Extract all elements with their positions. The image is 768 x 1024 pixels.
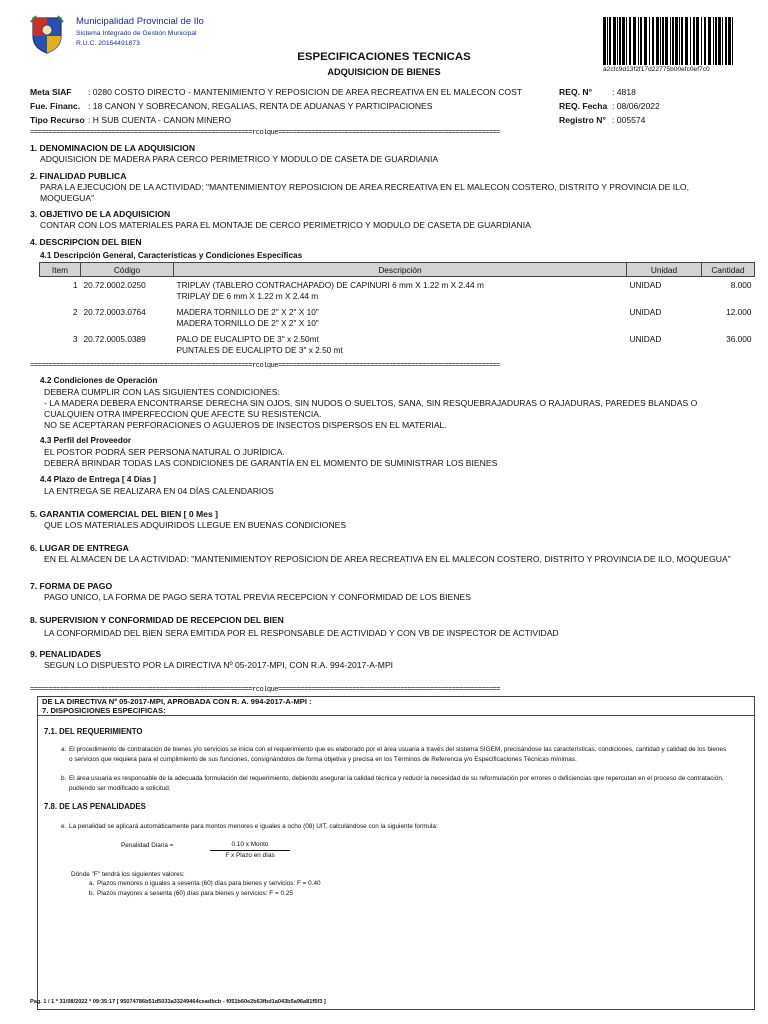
item-unit: UNIDAD bbox=[629, 280, 662, 290]
page-title: ESPECIFICACIONES TECNICAS bbox=[297, 51, 471, 63]
item-code: 20.72.0005.0389 bbox=[83, 334, 146, 344]
item-unit: UNIDAD bbox=[629, 307, 662, 317]
section-8-text: LA CONFORMIDAD DEL BIEN SERA EMITIDA POR EL RESPONSABLE DE ACTIVIDAD Y CON VB DE INSPECTOR DE ACTIVIDAD bbox=[44, 628, 559, 638]
formula-where: Dónde "F" tendrá los siguientes valores: bbox=[71, 871, 185, 878]
directive-7-8-e-mark: e. bbox=[61, 823, 67, 830]
section-4-2-text-1: DEBERA CUMPLIR CON LAS SIGUIENTES CONDICIONES: bbox=[44, 387, 280, 397]
req-date-value: : 08/06/2022 bbox=[612, 101, 660, 111]
item-desc-line1: PALO DE EUCALIPTO DE 3" x 2.50mt bbox=[176, 334, 319, 344]
item-desc-line2: TRIPLAY DE 6 mm X 1.22 m X 2.44 m bbox=[176, 291, 319, 301]
section-4-2-text-3: NO SE ACEPTARAN PERFORACIONES O AGUJEROS DE INSECTOS DISPERSOS EN EL MATERIAL. bbox=[44, 420, 447, 430]
section-5-text: QUE LOS MATERIALES ADQUIRIDOS LLEGUE EN BUENAS CONDICIONES bbox=[44, 520, 347, 530]
formula-b: Plazos mayores a sesenta (60) días para bienes y servicios: F = 0.25 bbox=[97, 890, 293, 897]
col-codigo: Código bbox=[81, 263, 174, 277]
item-unit: UNIDAD bbox=[629, 334, 662, 344]
section-4-4-title: 4.4 Plazo de Entrega [ 4 Dias ] bbox=[40, 475, 157, 484]
org-system: Sistema Integrado de Gestión Municipal bbox=[76, 30, 197, 37]
section-7-text: PAGO UNICO, LA FORMA DE PAGO SERA TOTAL PREVIA RECEPCION Y CONFORMIDAD DE LOS BIENES bbox=[44, 592, 471, 602]
items-table bbox=[39, 262, 755, 356]
section-4-title: 4. DESCRIPCION DEL BIEN bbox=[30, 237, 142, 247]
separator: ============================================================rcolque============================================================ bbox=[30, 362, 500, 370]
req-number-label: REQ. N° bbox=[559, 87, 593, 97]
section-4-2-text-2: - LA MADERA DEBERA ENCONTRARSE DERECHA SIN OJOS, SIN NUDOS O SUELTOS, SANA, SIN RESQUEBRAJADURAS O RAJADURAS, PAREDES BLANDAS O CUALQUIEN OTRA IMPERFECCION QUE AFECTE SU RESISTENCIA. bbox=[44, 398, 698, 419]
section-4-3-text-1: EL POSTOR PODRÁ SER PERSONA NATURAL O JURÍDICA. bbox=[44, 447, 285, 457]
page-subtitle: ADQUISICION DE BIENES bbox=[327, 67, 441, 77]
section-1-title: 1. DENOMINACION DE LA ADQUISICION bbox=[30, 143, 196, 153]
section-4-4-text: LA ENTREGA SE REALIZARA EN 04 DÍAS CALENDARIOS bbox=[44, 486, 274, 496]
section-1-text: ADQUISICION DE MADERA PARA CERCO PERIMETRICO Y MODULO DE CASETA DE GUARDIANIA bbox=[40, 154, 439, 164]
directive-7-8-e: La penalidad se aplicará automáticamente para montos menores e iguales a ocho (08) UIT, calculándose con la siguiente formula: bbox=[69, 823, 438, 830]
separator: ============================================================rcolque============================================================ bbox=[30, 686, 500, 694]
section-4-3-text-2: DEBERÁ BRINDAR TODAS LAS CONDICIONES DE GARANTÍA EN EL MOMENTO DE SUMINISTRAR LOS BIENES bbox=[44, 458, 498, 468]
tipo-recurso-value: : H SUB CUENTA - CANON MINERO bbox=[88, 115, 232, 125]
tipo-recurso-label: Tipo Recurso bbox=[30, 115, 85, 125]
formula-denominator: F x Plazo en días bbox=[225, 852, 275, 859]
col-cantidad: Cantidad bbox=[702, 263, 755, 277]
item-quantity: 8.000 bbox=[730, 280, 752, 290]
directive-head-1: DE LA DIRECTIVA Nº 05-2017-MPI, APROBADA CON R. A. 994-2017-A-MPI : bbox=[42, 697, 312, 706]
directive-7-1-a: El procedimiento de contratación de bienes y/o servicios se inicia con el requerimiento que es elaborado por el área usuaria a través del sistema SIGEM, precisándose las características, condiciones, cantidad y calidad de los bienes o servicios que requiera para el cumplimiento de sus funciones, consignándolos de forma objetiva y precisa en los Términos de Referencia y/o Especificaciones Técnicas mínimas. bbox=[69, 746, 727, 763]
section-9-title: 9. PENALIDADES bbox=[30, 649, 102, 659]
registro-label: Registro N° bbox=[559, 115, 606, 125]
formula-label: Penalidad Diaria = bbox=[121, 842, 174, 849]
directive-heading bbox=[38, 697, 754, 716]
item-desc-line2: MADERA TORNILLO DE 2" X 2" X 10" bbox=[176, 318, 319, 328]
org-ruc: R.U.C. 20154491873 bbox=[76, 40, 140, 47]
meta-siaf-value: : 0280 COSTO DIRECTO - MANTENIMIENTO Y REPOSICION DE AREA RECREATIVA EN EL MALECON COST bbox=[88, 87, 523, 97]
item-description bbox=[174, 277, 627, 303]
directive-head-2: 7. DISPOSICIONES ESPECIFICAS: bbox=[42, 706, 166, 715]
item-quantity: 36.000 bbox=[726, 334, 752, 344]
section-2-title: 2. FINALIDAD PUBLICA bbox=[30, 171, 127, 181]
directive-7-1-a-mark: a. bbox=[61, 746, 67, 753]
section-4-1-title: 4.1 Descripción General, Características y Condiciones Específicas bbox=[40, 251, 303, 260]
col-item: Item bbox=[40, 263, 81, 277]
item-number: 3 bbox=[72, 334, 78, 344]
section-6-title: 6. LUGAR DE ENTREGA bbox=[30, 543, 129, 553]
item-code: 20.72.0002.0250 bbox=[83, 280, 146, 290]
section-9-text: SEGUN LO DISPUESTO POR LA DIRECTIVA Nº 05-2017-MPI, CON R.A. 994-2017-A-MPI bbox=[44, 660, 394, 670]
section-5-title: 5. GARANTIA COMERCIAL DEL BIEN [ 0 Mes ] bbox=[30, 509, 218, 519]
directive-7-1-b-mark: b. bbox=[61, 775, 67, 782]
col-descripcion: Descripción bbox=[174, 263, 627, 277]
fue-financ-label: Fue. Financ. bbox=[30, 101, 81, 111]
section-8-title: 8. SUPERVISION Y CONFORMIDAD DE RECEPCION DEL BIEN bbox=[30, 615, 284, 625]
item-desc-line1: TRIPLAY (TABLERO CONTRACHAPADO) DE CAPINURI 6 mm X 1.22 m X 2.44 m bbox=[176, 280, 484, 290]
fue-financ-value: : 18 CANON Y SOBRECANON, REGALIAS, RENTA DE ADUANAS Y PARTICIPACIONES bbox=[88, 101, 433, 111]
item-description bbox=[174, 302, 627, 329]
barcode-hash: a2cfc9d13f2f17d22775b00efc0ef7c0 bbox=[603, 66, 710, 73]
registro-value: : 005574 bbox=[612, 115, 646, 125]
separator: ============================================================rcolque============================================================ bbox=[30, 129, 500, 137]
section-2-text: PARA LA EJECUCION DE LA ACTIVIDAD: "MANTENIMIENTOY REPOSICION DE AREA RECREATIVA EN EL MALECON COSTERO, DISTRITO Y PROVINCIA DE ILO, MOQUEGUA" bbox=[40, 182, 690, 203]
col-unidad: Unidad bbox=[627, 263, 702, 277]
item-desc-line2: PUNTALES DE EUCALIPTO DE 3" x 2.50 mt bbox=[176, 345, 343, 355]
directive-box bbox=[37, 696, 755, 1010]
item-quantity: 12.000 bbox=[726, 307, 752, 317]
section-6-text: EN EL ALMACEN DE LA ACTIVIDAD: "MANTENIMIENTOY REPOSICION DE AREA RECREATIVA EN EL MALECON COSTERO, DISTRITO Y PROVINCIA DE ILO, MOQUEGUA" bbox=[44, 554, 731, 564]
item-code: 20.72.0003.0764 bbox=[83, 307, 146, 317]
section-4-3-title: 4.3 Perfil del Proveedor bbox=[40, 436, 132, 445]
table-row bbox=[40, 277, 755, 303]
section-3-text: CONTAR CON LOS MATERIALES PARA EL MONTAJE DE CERCO PERIMETRICO Y MODULO DE CASETA DE GUARDIANIA bbox=[40, 220, 531, 230]
item-description bbox=[174, 329, 627, 356]
req-number-value: : 4818 bbox=[612, 87, 636, 97]
formula-numerator: 0.10 x Monto bbox=[210, 840, 290, 851]
formula-a-mark: a. bbox=[89, 880, 95, 887]
section-3-title: 3. OBJETIVO DE LA ADQUISICION bbox=[30, 209, 171, 219]
section-7-title: 7. FORMA DE PAGO bbox=[30, 581, 113, 591]
formula-a: Plazos menores o iguales a sesenta (60) días para bienes y servicios: F = 0.40 bbox=[97, 880, 321, 887]
directive-7-1-title: 7.1. DEL REQUERIMIENTO bbox=[44, 727, 143, 736]
formula-b-mark: b. bbox=[89, 890, 95, 897]
table-row bbox=[40, 329, 755, 356]
table-row bbox=[40, 302, 755, 329]
item-desc-line1: MADERA TORNILLO DE 2" X 2" X 10" bbox=[176, 307, 319, 317]
directive-7-1-b: El área usuaria es responsable de la adecuada formulación del requerimiento, debiendo asegurar la calidad técnica y reducir la necesidad de su reformulación por errores o deficiencias que repercutan en el proceso de contratación, pudiendo ser modificado a solicitud. bbox=[69, 775, 724, 792]
page-footer: Pag. 1 / 1 * 31/08/2022 * 09:35:17 [ 95074786b51d5033a33249464ceadbcb - f051b60e2b63fbd1a043b5a96a81f5f3 ] bbox=[30, 999, 326, 1005]
section-4-2-title: 4.2 Condiciones de Operación bbox=[40, 376, 158, 385]
req-date-label: REQ. Fecha bbox=[559, 101, 608, 111]
item-number: 2 bbox=[72, 307, 78, 317]
directive-7-8-title: 7.8. DE LAS PENALIDADES bbox=[44, 802, 146, 811]
municipal-crest-icon bbox=[30, 14, 64, 54]
meta-siaf-label: Meta SIAF bbox=[30, 87, 72, 97]
item-number: 1 bbox=[72, 280, 78, 290]
org-name: Municipalidad Provincial de Ilo bbox=[76, 16, 204, 27]
